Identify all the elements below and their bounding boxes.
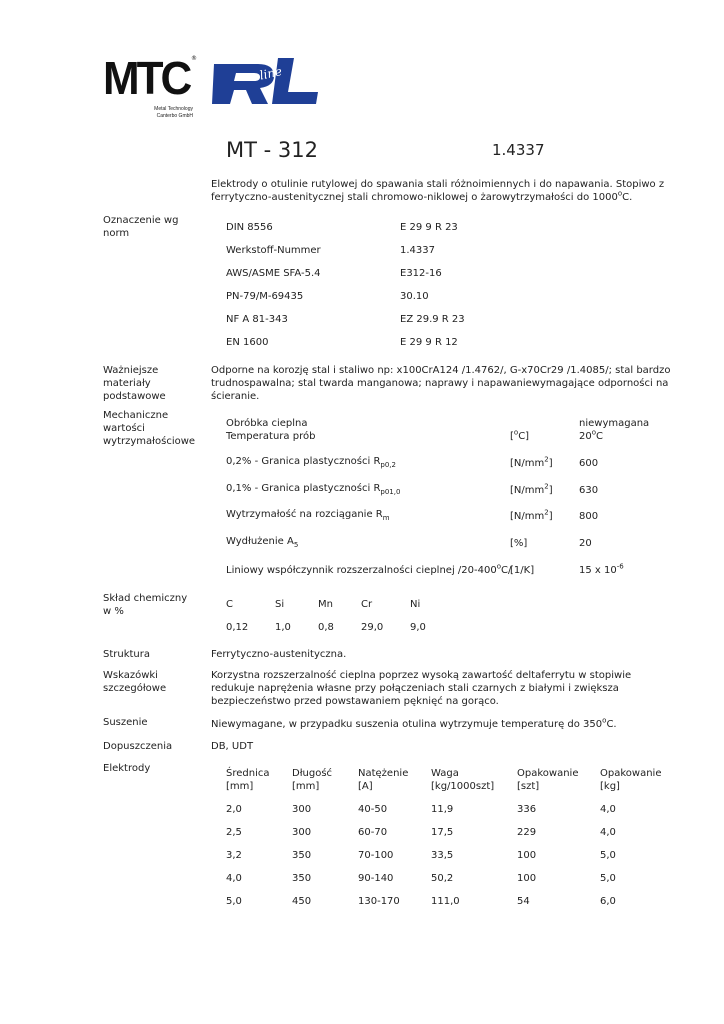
electrodes-cell: 100 bbox=[517, 850, 537, 861]
electrodes-cell: 90-140 bbox=[358, 873, 394, 884]
drying-text: Niewymagane, w przypadku suszenia otulina wytrzymuje temperaturę do 350$^o$C. bbox=[211, 716, 617, 730]
chemistry-element: Si bbox=[275, 599, 285, 610]
approvals-text: DB, UDT bbox=[211, 741, 254, 752]
electrodes-cell: 33,5 bbox=[431, 850, 454, 861]
chemistry-element: C bbox=[226, 599, 233, 610]
mechanical-property-unit: $[N/mm^2]$ bbox=[510, 508, 553, 522]
electrodes-column-header: Natężenie bbox=[358, 768, 409, 779]
norm-name: EN 1600 bbox=[226, 337, 269, 348]
electrodes-cell: 4,0 bbox=[600, 827, 616, 838]
electrodes-cell: 40-50 bbox=[358, 804, 388, 815]
electrodes-cell: 5,0 bbox=[600, 850, 616, 861]
electrodes-label: Elektrody bbox=[103, 763, 151, 774]
electrodes-column-header: Opakowanie bbox=[517, 768, 579, 779]
mechanical-property-unit: $[N/mm^2]$ bbox=[510, 482, 553, 496]
electrodes-cell: 350 bbox=[292, 850, 312, 861]
electrodes-cell: 130-170 bbox=[358, 896, 400, 907]
mechanical-property-name: 0,1% - Granica plastyczności $R_{p01,0}$ bbox=[226, 483, 401, 496]
notes-text: Korzystna rozszerzalność cieplna poprzez wysoką zawartość deltaferrytu w stopiwie redukuje naprężenia własne przy połączeniach stali czarnych z białymi i zwiększa bezpieczeństwo przed powstawaniem pęknięć na gorąco. bbox=[211, 670, 632, 707]
electrodes-cell: 229 bbox=[517, 827, 537, 838]
electrodes-column-unit: [mm] bbox=[292, 781, 320, 792]
norm-name: AWS/ASME SFA-5.4 bbox=[226, 268, 321, 279]
electrodes-column-header: Opakowanie bbox=[600, 768, 662, 779]
electrodes-cell: 5,0 bbox=[226, 896, 242, 907]
electrodes-cell: 450 bbox=[292, 896, 312, 907]
electrodes-column-header: Waga bbox=[431, 768, 459, 779]
electrodes-cell: 3,2 bbox=[226, 850, 242, 861]
electrodes-column-unit: [mm] bbox=[226, 781, 254, 792]
electrodes-cell: 50,2 bbox=[431, 873, 454, 884]
electrodes-cell: 4,0 bbox=[226, 873, 242, 884]
chemistry-value: 0,12 bbox=[226, 622, 249, 633]
electrodes-column-unit: [A] bbox=[358, 781, 373, 792]
electrodes-cell: 54 bbox=[517, 896, 530, 907]
norms-label: Oznaczenie wg norm bbox=[103, 215, 179, 239]
electrodes-cell: 6,0 bbox=[600, 896, 616, 907]
norm-value: 30.10 bbox=[400, 291, 429, 302]
electrodes-cell: 111,0 bbox=[431, 896, 460, 907]
norm-name: PN-79/M-69435 bbox=[226, 291, 304, 302]
electrodes-cell: 17,5 bbox=[431, 827, 454, 838]
electrodes-cell: 300 bbox=[292, 827, 312, 838]
mechanical-header-unit: [$^o$C] bbox=[510, 428, 530, 442]
notes-label: Wskazówki szczegółowe bbox=[103, 670, 167, 694]
chemistry-value: 1,0 bbox=[275, 622, 291, 633]
mtc-logo bbox=[103, 52, 199, 124]
chemistry-value: 29,0 bbox=[361, 622, 384, 633]
product-title: MT - 312 bbox=[226, 138, 318, 162]
mechanical-header-value-line1: niewymagana bbox=[579, 418, 650, 429]
mechanical-label: Mechaniczne wartości wytrzymałościowe bbox=[103, 410, 196, 447]
electrodes-cell: 336 bbox=[517, 804, 537, 815]
structure-text: Ferrytyczno-austenityczna. bbox=[211, 649, 347, 660]
electrodes-cell: 300 bbox=[292, 804, 312, 815]
norm-name: NF A 81-343 bbox=[226, 314, 288, 325]
norm-value: E 29 9 R 23 bbox=[400, 222, 458, 233]
mechanical-header-value-line2: 20$^o$C bbox=[579, 428, 604, 442]
chemistry-value: 0,8 bbox=[318, 622, 334, 633]
electrodes-cell: 5,0 bbox=[600, 873, 616, 884]
mtc-logo-registered: ® bbox=[191, 55, 197, 62]
electrodes-cell: 60-70 bbox=[358, 827, 388, 838]
norm-value: 1.4337 bbox=[400, 245, 435, 256]
electrodes-column-header: Długość bbox=[292, 768, 333, 779]
norm-name: Werkstoff-Nummer bbox=[226, 245, 321, 256]
materials-label: Ważniejsze materiały podstawowe bbox=[103, 365, 166, 402]
mechanical-property-unit: [%] bbox=[510, 538, 528, 549]
electrodes-column-header: Średnica bbox=[226, 768, 270, 779]
norm-value: E 29 9 R 12 bbox=[400, 337, 458, 348]
electrodes-column-unit: [szt] bbox=[517, 781, 540, 792]
mechanical-property-name: Wytrzymałość na rozciąganie $R_m$ bbox=[226, 509, 390, 522]
electrodes-cell: 2,5 bbox=[226, 827, 242, 838]
chemistry-value: 9,0 bbox=[410, 622, 426, 633]
chemistry-element: Ni bbox=[410, 599, 421, 610]
rline-logo-text: line bbox=[258, 64, 284, 83]
mtc-logo-text: MTC bbox=[103, 52, 190, 105]
mechanical-property-value: 630 bbox=[579, 485, 599, 496]
chemistry-label: Skład chemiczny w % bbox=[103, 593, 188, 617]
rline-logo bbox=[208, 56, 320, 108]
electrodes-cell: 70-100 bbox=[358, 850, 394, 861]
product-description: Elektrody o otulinie rutylowej do spawania stali różnoimiennych i do napawania. Stopiwo z ferrytyczno-austenitycznej stali chromowo-niklowej o żarowytrzymałości do 1000$^o$C. bbox=[211, 179, 665, 203]
drying-label: Suszenie bbox=[103, 717, 148, 728]
material-number: 1.4337 bbox=[492, 141, 545, 159]
materials-text: Odporne na korozję stal i staliwo np: x100CrA124 /1.4762/, G-x70Cr29 /1.4085/; stal bardzo trudnospawalna; stal twarda manganowa; naprawy i napawaniewymagające odporności na ścieranie. bbox=[211, 365, 671, 402]
mechanical-header-line1: Obróbka cieplna bbox=[226, 418, 308, 429]
thermal-expansion-value: 15 x $10^{-6}$ bbox=[579, 562, 624, 576]
mechanical-property-value: 20 bbox=[579, 538, 592, 549]
chemistry-element: Mn bbox=[318, 599, 333, 610]
electrodes-cell: 11,9 bbox=[431, 804, 454, 815]
mechanical-property-value: 600 bbox=[579, 458, 599, 469]
electrodes-column-unit: [kg] bbox=[600, 781, 620, 792]
norm-value: EZ 29.9 R 23 bbox=[400, 314, 465, 325]
chemistry-element: Cr bbox=[361, 599, 373, 610]
approvals-label: Dopuszczenia bbox=[103, 741, 173, 752]
thermal-expansion-name: Liniowy współczynnik rozszerzalności cieplnej /20-400$^o$C/ bbox=[226, 562, 512, 576]
electrodes-cell: 350 bbox=[292, 873, 312, 884]
electrodes-cell: 4,0 bbox=[600, 804, 616, 815]
mechanical-property-name: 0,2% - Granica plastyczności $R_{p0,2}$ bbox=[226, 456, 396, 469]
structure-label: Struktura bbox=[103, 649, 151, 660]
norm-name: DIN 8556 bbox=[226, 222, 273, 233]
mechanical-property-value: 800 bbox=[579, 511, 599, 522]
mtc-logo-subtitle-1: Metal Technology bbox=[154, 106, 193, 112]
mechanical-property-unit: $[N/mm^2]$ bbox=[510, 455, 553, 469]
electrodes-column-unit: [kg/1000szt] bbox=[431, 781, 495, 792]
norm-value: E312-16 bbox=[400, 268, 442, 279]
mtc-logo-subtitle-2: Canterbo GmbH bbox=[156, 113, 193, 119]
electrodes-cell: 100 bbox=[517, 873, 537, 884]
mechanical-header-line2: Temperatura prób bbox=[226, 431, 316, 442]
thermal-expansion-unit: [1/K] bbox=[510, 565, 535, 576]
mechanical-property-name: Wydłużenie $A_5$ bbox=[226, 536, 299, 549]
electrodes-cell: 2,0 bbox=[226, 804, 242, 815]
